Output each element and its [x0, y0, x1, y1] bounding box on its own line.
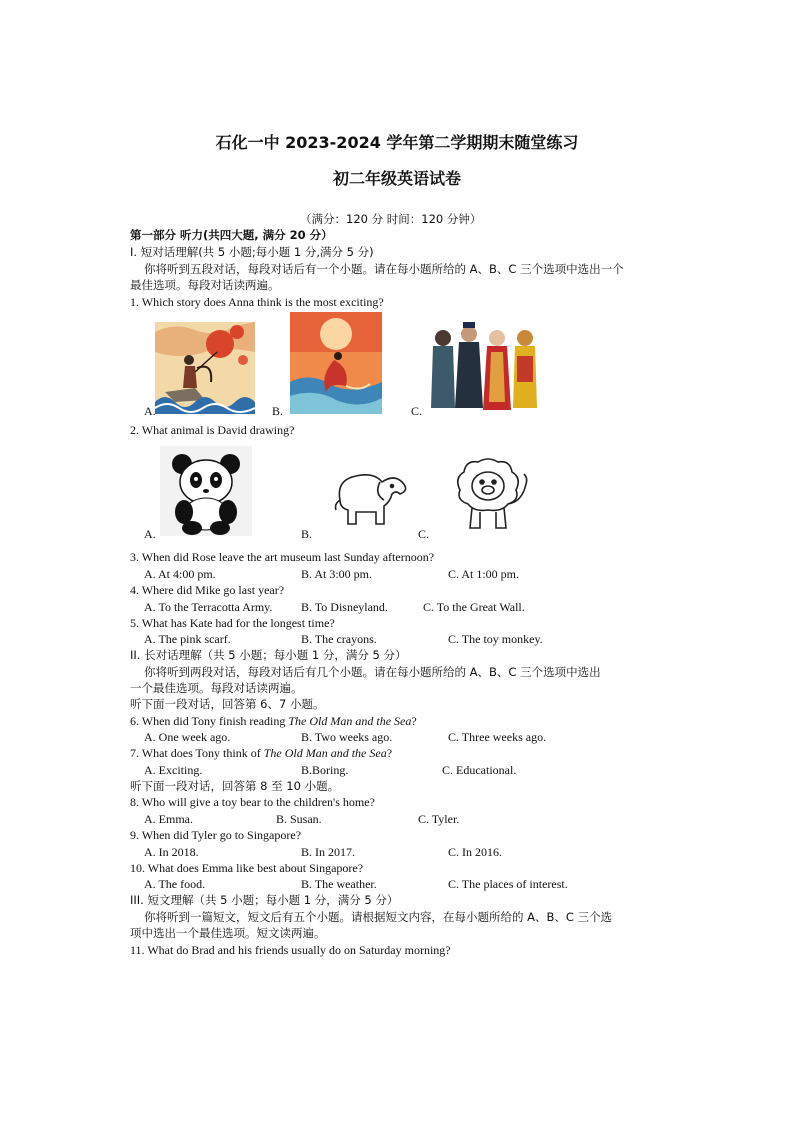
q10-option-b: B. The weather. [301, 877, 377, 891]
q7-option-c: C. Educational. [442, 763, 517, 777]
panda-image [160, 446, 252, 536]
q9-option-c: C. In 2016. [448, 845, 502, 859]
q9-option-a: A. In 2018. [144, 845, 199, 859]
q5-option-b: B. The crayons. [301, 632, 377, 646]
section1-title: I. 短对话理解(共 5 小题;每小题 1 分,满分 5 分) [130, 245, 374, 259]
q5-option-a: A. The pink scarf. [144, 632, 231, 646]
question-10: 10. What does Emma like best about Singapore? [130, 861, 364, 875]
dialog-2-intro: 听下面一段对话，回答第 8 至 10 小题。 [130, 779, 340, 793]
question-3: 3. When did Rose leave the art museum last Sunday afternoon? [130, 550, 435, 564]
section1-instructions-line2: 最佳选项。每段对话读两遍。 [130, 278, 280, 292]
q10-option-c: C. The places of interest. [448, 877, 568, 891]
q6-book-title: The Old Man and the Sea [288, 714, 412, 728]
q4-option-b: B. To Disneyland. [301, 600, 388, 614]
question-8: 8. Who will give a toy bear to the children's home? [130, 795, 375, 809]
part1-heading: 第一部分 听力(共四大题, 满分 20 分） [130, 228, 333, 242]
question-1: 1. Which story does Anna think is the most exciting? [130, 295, 384, 309]
q7-prefix: 7. What does Tony think of [130, 746, 264, 760]
section3-title: III. 短文理解（共 5 小题；每小题 1 分，满分 5 分） [130, 893, 399, 907]
q2-option-c: C. [418, 527, 430, 541]
exam-title: 石化一中 2023-2024 学年第二学期期末随堂练习 [215, 133, 579, 152]
elephant-image [330, 460, 412, 530]
section3-instructions-line2: 项中选出一个最佳选项。短文读两遍。 [130, 926, 326, 940]
q8-option-c: C. Tyler. [418, 812, 460, 826]
q7-suffix: ? [386, 746, 393, 760]
q7-option-b: B.Boring. [301, 763, 349, 777]
section2-title: II. 长对话理解（共 5 小题；每小题 1 分，满分 5 分） [130, 648, 407, 662]
q8-option-a: A. Emma. [144, 812, 193, 826]
question-5: 5. What has Kate had for the longest time? [130, 616, 335, 630]
q6-option-b: B. Two weeks ago. [301, 730, 393, 744]
story-archer-image [155, 322, 255, 414]
section3-instructions-line1: 你将听到一篇短文，短文后有五个小题。请根据短文内容，在每小题所给的 A、B、C 三个选 [144, 910, 613, 924]
exam-info: （满分：120 分 时间：120 分钟） [300, 212, 482, 226]
q3-option-a: A. At 4:00 pm. [144, 567, 216, 581]
story-fairy-image [290, 312, 382, 414]
exam-subtitle: 初二年级英语试卷 [332, 169, 461, 188]
q9-option-b: B. In 2017. [301, 845, 355, 859]
question-4: 4. Where did Mike go last year? [130, 583, 285, 597]
question-6 [130, 714, 417, 728]
section2-instructions-line2: 一个最佳选项。每段对话读两遍。 [130, 681, 303, 695]
section2-instructions-line1: 你将听到两段对话，每段对话后有几个小题。请在每小题所给的 A、B、C 三个选项中选出 [144, 665, 601, 679]
q1-option-c: C. [411, 404, 423, 418]
question-2: 2. What animal is David drawing? [130, 423, 295, 437]
q4-option-a: A. To the Terracotta Army. [144, 600, 273, 614]
dialog-1-intro: 听下面一段对话，回答第 6、7 小题。 [130, 697, 325, 711]
q2-option-a: A. [144, 527, 156, 541]
q4-option-c: C. To the Great Wall. [423, 600, 525, 614]
q3-option-b: B. At 3:00 pm. [301, 567, 373, 581]
question-11: 11. What do Brad and his friends usually do on Saturday morning? [130, 943, 451, 957]
question-9: 9. When did Tyler go to Singapore? [130, 828, 302, 842]
q5-option-c: C. The toy monkey. [448, 632, 543, 646]
q1-option-b: B. [272, 404, 284, 418]
q7-option-a: A. Exciting. [144, 763, 203, 777]
q8-option-b: B. Susan. [276, 812, 322, 826]
q1-option-a: A. [144, 404, 156, 418]
lion-image [448, 454, 532, 534]
q2-option-b: B. [301, 527, 313, 541]
question-7 [130, 746, 392, 760]
q6-suffix: ? [411, 714, 417, 728]
q6-option-c: C. Three weeks ago. [448, 730, 547, 744]
q10-option-a: A. The food. [144, 877, 206, 891]
section1-instructions-line1: 你将听到五段对话，每段对话后有一个小题。请在每小题所给的 A、B、C 三个选项中选出一个 [144, 262, 624, 276]
q6-prefix: 6. When did Tony finish reading [130, 714, 289, 728]
q7-book-title: The Old Man and the Sea [263, 746, 387, 760]
story-pilgrims-image [425, 312, 545, 416]
q3-option-c: C. At 1:00 pm. [448, 567, 520, 581]
q6-option-a: A. One week ago. [144, 730, 231, 744]
